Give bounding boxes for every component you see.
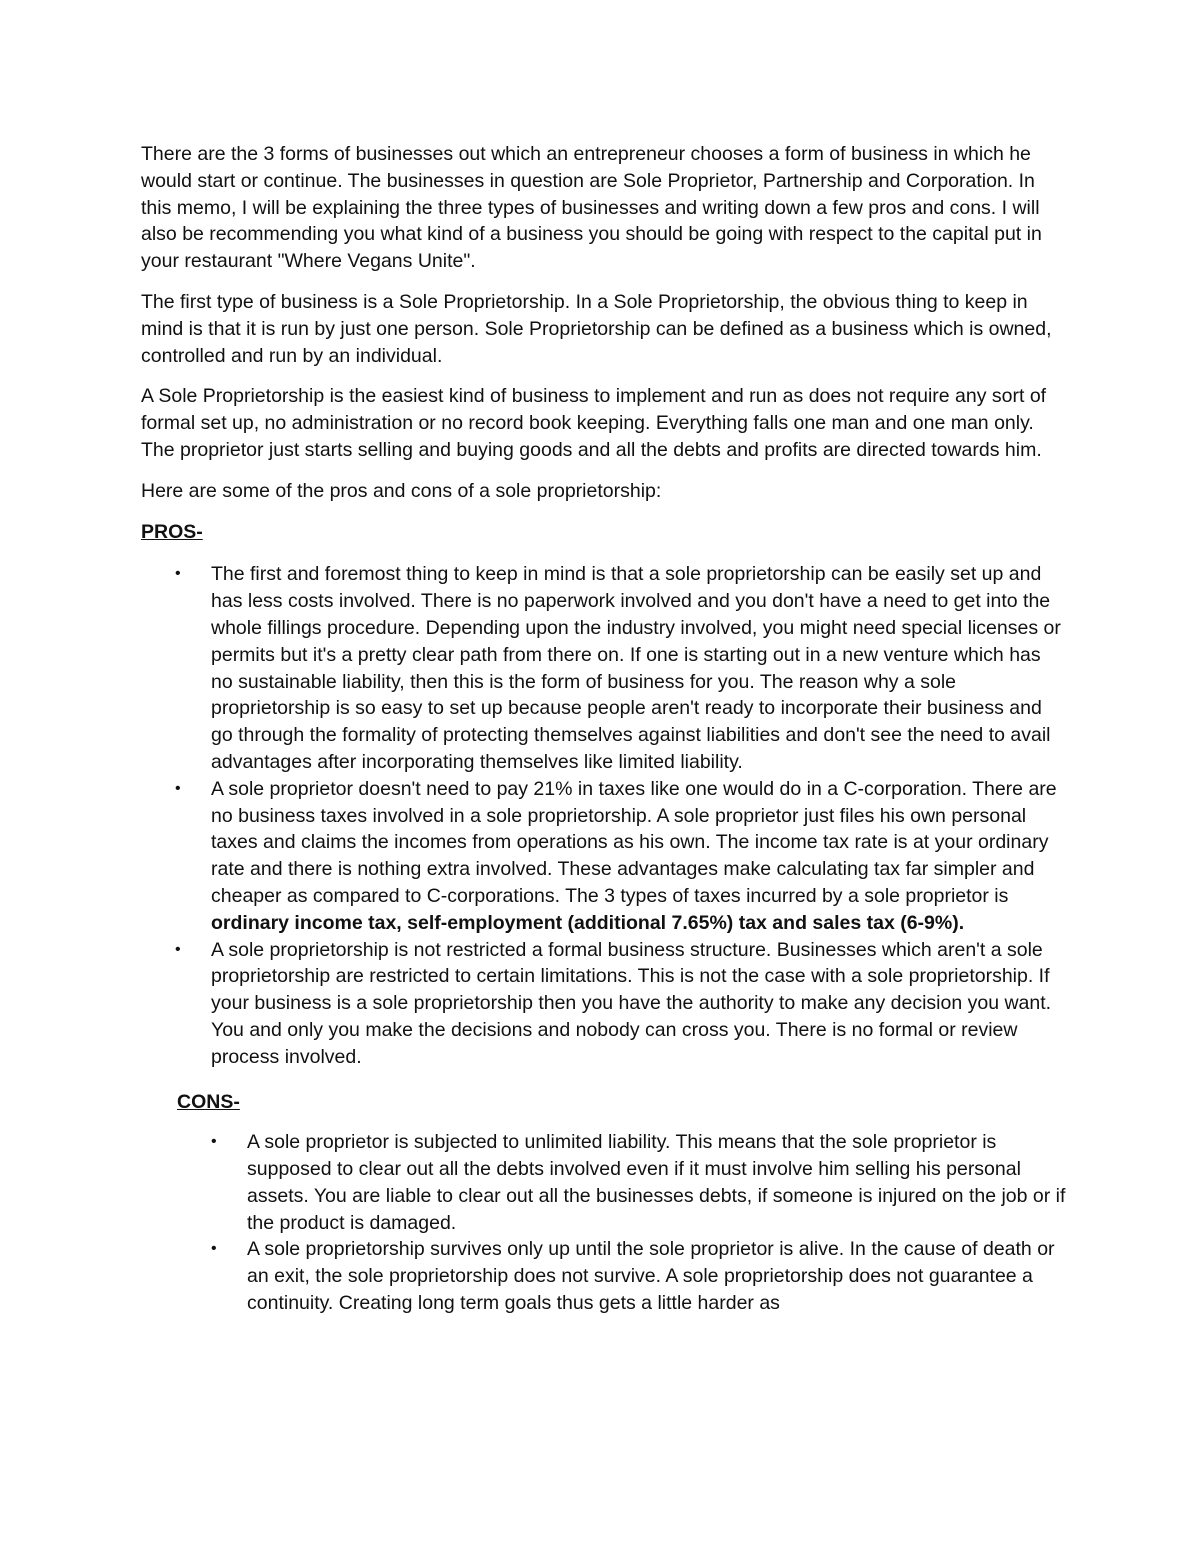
pros-heading: PROS-: [141, 520, 203, 543]
list-item-text: A sole proprietorship survives only up until the sole proprietor is alive. In the cause of death or an exit, the sole proprietorship does not survive. A sole proprietorship does not guarantee a continuity. Creating long term goals thus gets a little harder as: [247, 1238, 1055, 1315]
document-page: [141, 141, 1066, 1317]
list-item: [175, 561, 1066, 775]
list-item-text: A sole proprietor doesn't need to pay 21% in taxes like one would do in a C-corporation. There are no business taxes involved in a sole proprietorship. A sole proprietor just files his own personal taxes and claims the incomes from operations as his own. The income tax rate is at your ordinary rate and there is nothing extra involved. These advantages make calculating tax far simpler and cheaper as compared to C-corporations. The 3 types of taxes incurred by a sole proprietor is: [211, 777, 1057, 907]
bullet-icon: •: [175, 940, 181, 958]
list-item: [211, 1129, 1066, 1236]
list-item: [175, 937, 1066, 1071]
list-item-text: A sole proprietorship is not restricted a formal business structure. Businesses which aren't a sole proprietorship are restricted to certain limitations. This is not the case with a sole proprietorship. If your business is a sole proprietorship then you have the authority to make any decision you want. You and only you make the decisions and nobody can cross you. There is no formal or review process involved.: [211, 938, 1052, 1068]
intro-paragraph: There are the 3 forms of businesses out which an entrepreneur chooses a form of business in which he would start or continue. The businesses in question are Sole Proprietor, Partnership and Corporation. In this memo, I will be explaining the three types of businesses and writing down a few pros and cons. I will also be recommending you what kind of a business you should be going with respect to the capital put in your restaurant "Where Vegans Unite".: [141, 143, 1042, 273]
sole-proprietorship-definition-paragraph: The first type of business is a Sole Proprietorship. In a Sole Proprietorship, the obvious thing to keep in mind is that it is run by just one person. Sole Proprietorship can be defined as a business which is owned, controlled and run by an individual.: [141, 290, 1052, 367]
bullet-icon: •: [175, 779, 181, 797]
bullet-icon: •: [211, 1240, 217, 1258]
list-item-text: A sole proprietor is subjected to unlimited liability. This means that the sole proprietor is supposed to clear out all the debts involved even if it must involve him selling his personal assets. You are liable to clear out all the businesses debts, if someone is injured on the job or if the product is damaged.: [247, 1131, 1066, 1234]
cons-heading: CONS-: [177, 1090, 240, 1113]
cons-list: [211, 1129, 1066, 1317]
list-item-text: The first and foremost thing to keep in mind is that a sole proprietorship can be easily set up and has less costs involved. There is no paperwork involved and you don't have a need to get into the whole fillings procedure. Depending upon the industry involved, you might need special licenses or permits but it's a pretty clear path from there on. If one is starting out in a new venture which has no sustainable liability, then this is the form of business for you. The reason why a sole proprietorship is so easy to set up because people aren't ready to incorporate their business and go through the formality of protecting themselves against liabilities and don't see the need to avail advantages after incorporating themselves like limited liability.: [211, 563, 1061, 773]
bullet-icon: •: [211, 1133, 217, 1151]
sole-proprietorship-description-paragraph: A Sole Proprietorship is the easiest kind of business to implement and run as does not require any sort of formal set up, no administration or no record book keeping. Everything falls one man and one man only. The proprietor just starts selling and buying goods and all the debts and profits are directed towards him.: [141, 385, 1047, 461]
pros-cons-intro-paragraph: Here are some of the pros and cons of a sole proprietorship:: [141, 479, 662, 502]
pros-list: [175, 561, 1066, 1070]
tax-types-bold-text: ordinary income tax, self-employment (additional 7.65%) tax and sales tax (6-9%).: [211, 911, 965, 934]
list-item: [211, 1236, 1066, 1316]
list-item: [175, 776, 1066, 937]
bullet-icon: •: [175, 565, 181, 583]
